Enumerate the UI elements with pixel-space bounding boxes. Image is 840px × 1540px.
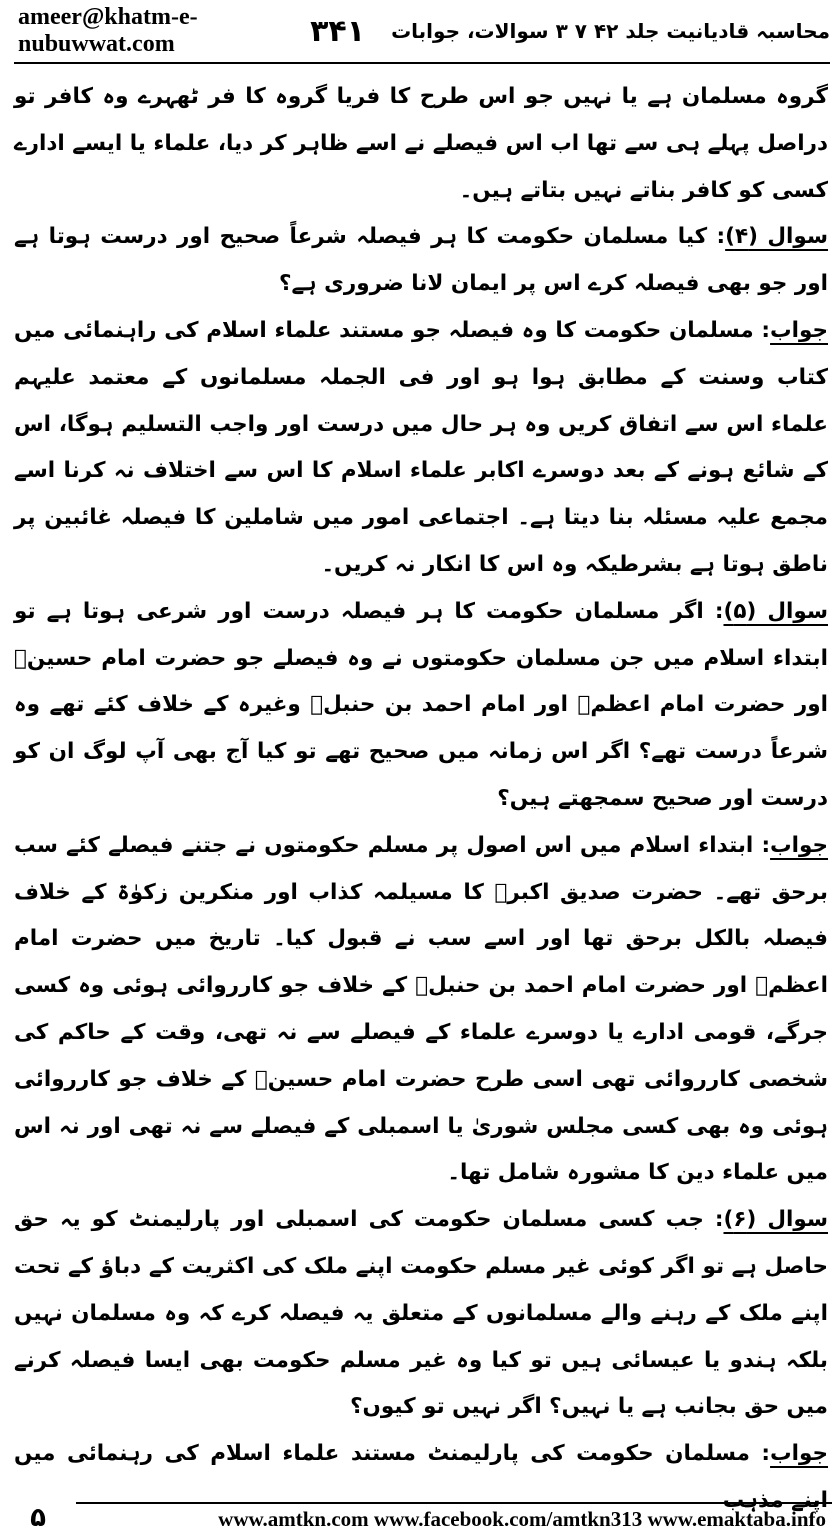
page-body	[14, 74, 829, 1513]
question-4-label: سوال (۴)	[725, 224, 829, 250]
header-page-number: ۳۴۱	[310, 13, 366, 49]
answer-4-label: جواب	[770, 317, 828, 343]
header-email: ameer@khatm-e-nubuwwat.com	[18, 4, 198, 57]
paragraph-intro	[14, 74, 828, 214]
question-6	[14, 1197, 828, 1431]
header-right	[310, 14, 830, 49]
answer-6-text: : مسلمان حکومت کی پارلیمنٹ مستند علماء اسلام کی رہنمائی میں اپنے مذہب	[14, 1441, 828, 1513]
answer-4	[14, 308, 828, 589]
answer-6-label: جواب	[770, 1441, 828, 1467]
page-header	[0, 0, 840, 62]
question-5	[14, 589, 828, 823]
answer-5-label: جواب	[770, 832, 828, 858]
answer-5	[14, 823, 828, 1197]
page-footer	[0, 1496, 840, 1540]
question-4-text: : کیا مسلمان حکومت کا ہر فیصلہ شرعاً صحیح اور درست ہوتا ہے اور جو بھی فیصلہ کرے اس پر ایمان لانا ضروری ہے؟	[14, 224, 828, 297]
question-4	[14, 214, 828, 308]
question-5-text: : اگر مسلمان حکومت کا ہر فیصلہ درست اور شرعی ہوتا ہے تو ابتداء اسلام میں جن مسلمان حکومتوں نے وہ فیصلے جو حضرت امام حسینؓ اور حضرت امام اعظمؒ اور امام احمد بن حنبلؒ وغیرہ کے خلاف کئے تھے وہ شرعاً درست تھے؟ اگر اس زمانہ میں صحیح تھے تو کیا آج بھی آپ لوگ ان کو درست اور صحیح سمجھتے ہیں؟	[14, 598, 828, 811]
header-divider	[14, 62, 830, 64]
answer-5-text: : ابتداء اسلام میں اس اصول پر مسلم حکومتوں نے جتنے فیصلے کئے سب برحق تھے۔ حضرت صدیق اکبرؓ کا مسیلمہ کذاب اور منکرین زکوٰۃ کے خلاف فیصلہ بالکل برحق تھا اور اسے سب نے قبول کیا۔ تاریخ میں حضرت امام اعظمؒ اور حضرت امام احمد بن حنبلؒ کے خلاف جو کارروائی ہوئی وہ کسی جرگے، قومی ادارے یا دوسرے علماء کے فیصلے سے نہ تھی، وقت کے حاکم کی شخصی کارروائی تھی اسی طرح حضرت امام حسینؓ کے خلاف جو کارروائی ہوئی وہ بھی کسی مجلس شوریٰ یا اسمبلی کے فیصلے سے نہ تھی اور نہ اس میں علماء دین کا مشورہ شامل تھا۔	[14, 832, 828, 1186]
question-6-text: : جب کسی مسلمان حکومت کی اسمبلی اور پارلیمنٹ کو یہ حق حاصل ہے تو اگر کوئی غیر مسلم حکومت اپنے ملک کی اکثریت کے دباؤ کے تحت اپنے ملک کے رہنے والے مسلمانوں کے متعلق یہ فیصلہ کرے کہ وہ مسلمان نہیں بلکہ ہندو یا عیسائی ہیں تو کیا وہ غیر مسلم حکومت بھی ایسا فیصلہ کرنے میں حق بجانب ہے یا نہیں؟ اگر نہیں تو کیوں؟	[14, 1207, 828, 1420]
answer-4-text: : مسلمان حکومت کا وہ فیصلہ جو مستند علماء اسلام کی راہنمائی میں کتاب وسنت کے مطابق ہوا ہو اور فی الجملہ مسلمانوں کے معتمد علیہم علماء اس سے اتفاق کریں وہ ہر حال میں درست اور واجب التسلیم ہوگا، اس کے شائع ہونے کے بعد دوسرے اکابر علماء اسلام کا اس سے اختلاف نہ کرنا اسے مجمع علیہ مسئلہ بنا دیتا ہے۔ اجتماعی امور میں شاملین کا فیصلہ غائبین پر ناطق ہوتا ہے بشرطیکہ وہ اس کا انکار نہ کریں۔	[14, 317, 828, 577]
footer-links[interactable]: www.amtkn.com www.facebook.com/amtkn313 www.emaktaba.info	[76, 1502, 832, 1534]
header-book-title: محاسبہ قادیانیت جلد ۴۲ ۷ ۳ سوالات، جوابات	[391, 19, 830, 43]
footer-page-number: ۵	[30, 1503, 46, 1533]
intro-text: گروہ مسلمان ہے یا نہیں جو اس طرح کا فریا گروہ کا فر ٹھہرے وہ کافر تو دراصل پہلے ہی سے تھا اب اس فیصلے نے اسے ظاہر کر دیا، علماء یا ایسے ادارے کسی کو کافر بناتے نہیں بتاتے ہیں۔	[14, 84, 828, 203]
question-6-label: سوال (۶)	[723, 1207, 828, 1233]
question-5-label: سوال (۵)	[723, 598, 828, 624]
